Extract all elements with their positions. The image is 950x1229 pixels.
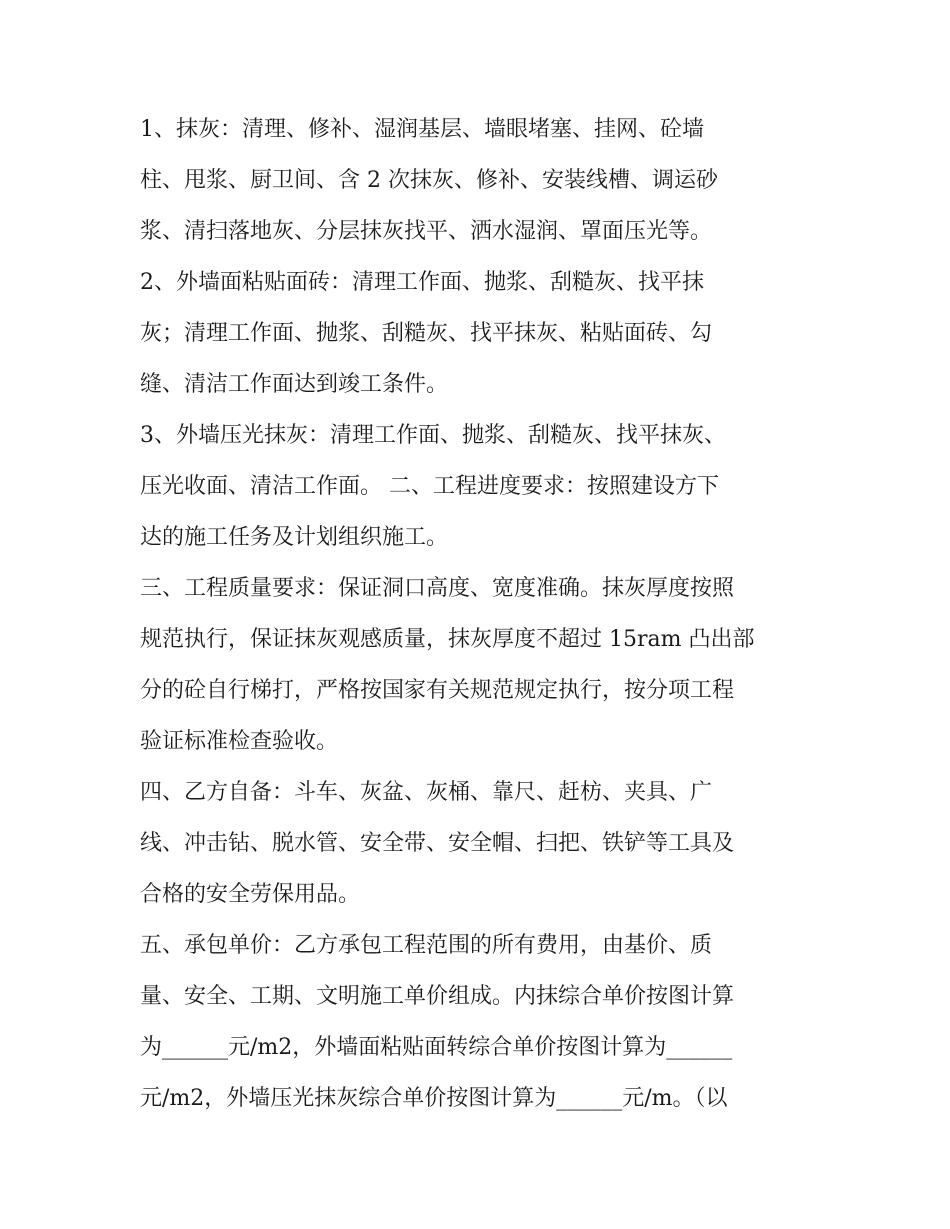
document-body: [140, 104, 820, 1124]
text-line: 缝、清洁工作面达到竣工条件。: [140, 372, 449, 397]
text-line: 验证标准检查验收。: [140, 729, 339, 754]
text-line: 合格的安全劳保用品。: [140, 882, 361, 907]
text-line: 线、冲击钻、脱水管、安全带、安全帽、扫把、铁铲等工具及: [140, 831, 735, 856]
text-line: 元/m2，外墙压光抹灰综合单价按图计算为______元/m。（以: [140, 1086, 728, 1111]
text-line: 2、外墙面粘贴面砖：清理工作面、抛浆、刮糙灰、找平抹: [140, 270, 704, 295]
text-line: 1、抹灰：清理、修补、湿润基层、墙眼堵塞、挂网、砼墙: [140, 117, 704, 142]
text-line: 为______元/m2，外墙面粘贴面转综合单价按图计算为______: [140, 1035, 733, 1060]
text-line: 五、承包单价：乙方承包工程范围的所有费用，由基价、质: [140, 933, 713, 958]
text-line: 3、外墙压光抹灰：清理工作面、抛浆、刮糙灰、找平抹灰、: [140, 423, 726, 448]
text-line: 灰；清理工作面、抛浆、刮糙灰、找平抹灰、粘贴面砖、勾: [140, 321, 713, 346]
text-line: 四、乙方自备：斗车、灰盆、灰桶、靠尺、赶枋、夹具、广: [140, 780, 713, 805]
text-line: 浆、清扫落地灰、分层抹灰找平、洒水湿润、罩面压光等。: [140, 219, 713, 244]
text-line: 压光收面、清洁工作面。 二、工程进度要求：按照建设方下: [140, 474, 719, 499]
text-line: 分的砼自行梯打，严格按国家有关规范规定执行，按分项工程: [140, 678, 735, 703]
text-line: 三、工程质量要求：保证洞口高度、宽度准确。抹灰厚度按照: [140, 576, 735, 601]
text-line: 量、安全、工期、文明施工单价组成。内抹综合单价按图计算: [140, 984, 735, 1009]
text-line: 达的施工任务及计划组织施工。: [140, 525, 449, 550]
text-line: 柱、甩浆、厨卫间、含 2 次抹灰、修补、安装线槽、调运砂: [140, 168, 718, 193]
text-line: 规范执行，保证抹灰观感质量，抹灰厚度不超过 15ram 凸出部: [140, 627, 755, 652]
